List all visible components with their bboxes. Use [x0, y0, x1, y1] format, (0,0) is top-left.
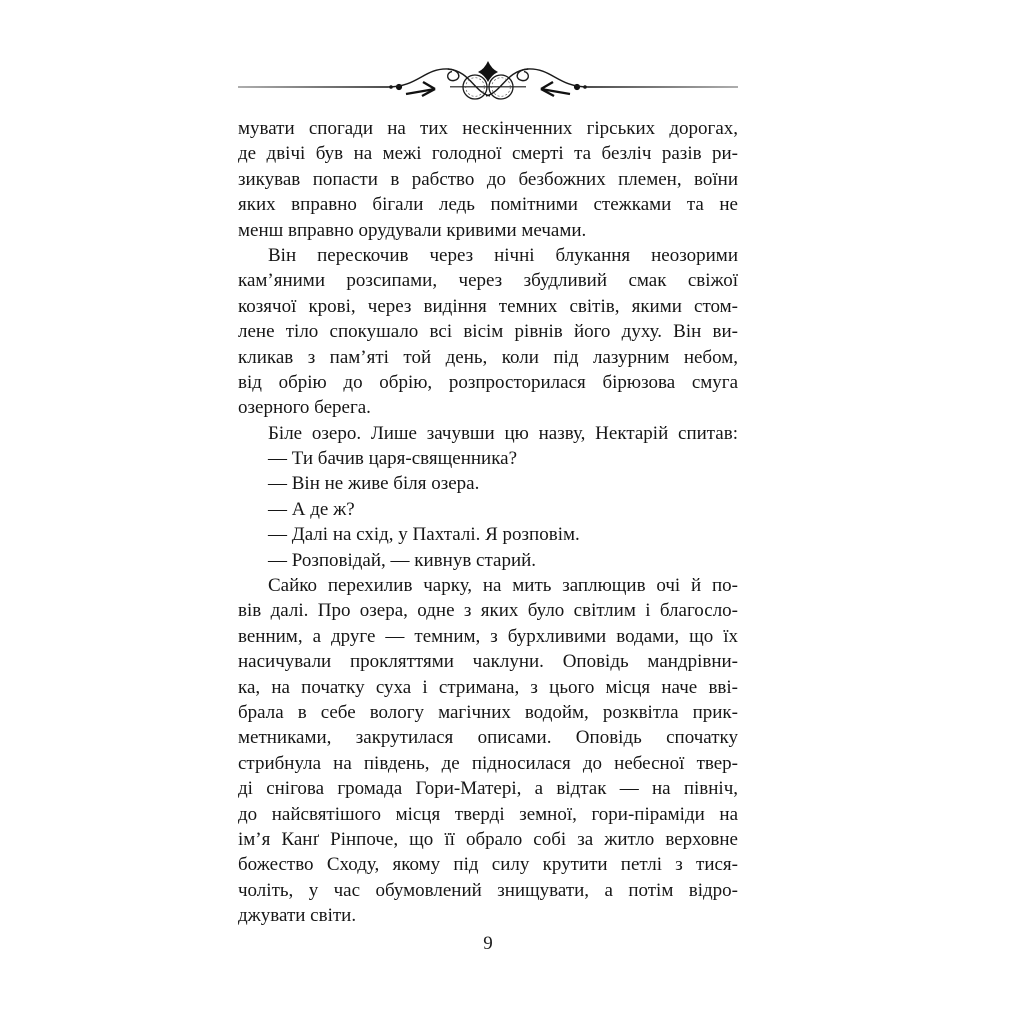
- text-line: мувати спогади на тих нескінченних гірських дорогах,: [238, 118, 738, 139]
- text-line: Сайко перехилив чарку, на мить заплющив очі й по-: [268, 575, 738, 597]
- text-line: ді снігова громада Гори-Матері, а відтак — на північ,: [238, 778, 738, 800]
- text-line: лене тіло спокушало всі вісім рівнів його духу. Він ви-: [238, 321, 738, 343]
- text-line: кликав з пам’яті той день, коли під лазурним небом,: [238, 346, 738, 368]
- dialogue-line: — Розповідай, — кивнув старий.: [268, 549, 537, 571]
- text-line: зикував попасти в рабство до безбожних племен, воїни: [238, 168, 738, 190]
- text-line: метниками, закрутилася описами. Оповідь спочатку: [238, 727, 738, 749]
- text-line: насичували прокляттями чаклуни. Оповідь мандрівни-: [238, 651, 738, 673]
- dialogue-line: — Далі на схід, у Пахталі. Я розповім.: [268, 524, 580, 546]
- text-line: ім’я Канґ Рінпоче, що її обрало собі за житло верховне: [238, 828, 738, 850]
- page-text-block: [238, 116, 738, 929]
- text-line: чоліть, у час обумовлений знищувати, а потім відро-: [238, 879, 738, 901]
- text-line: Біле озеро. Лише зачувши цю назву, Нектарій спитав:: [268, 422, 738, 444]
- text-line: від обрію до обрію, розпросторилася бірюзова смуга: [238, 371, 738, 393]
- dialogue-line: — Ти бачив царя-священника?: [268, 448, 518, 470]
- flourish-divider-icon: [238, 60, 738, 106]
- text-line: до найсвятішого місця тверді земної, гори-піраміди на: [238, 803, 738, 825]
- text-line: де двічі був на межі голодної смерті та безліч разів ри-: [238, 143, 738, 165]
- text-line: ка, на початку суха і стримана, з цього місця наче вві-: [238, 676, 738, 698]
- text-line: менш вправно орудували кривими мечами.: [238, 219, 587, 241]
- text-line: яких вправно бігали ледь помітними стежками та не: [238, 194, 738, 216]
- text-line: Він перескочив через нічні блукання неозорими: [268, 244, 738, 266]
- text-line: венним, а друге — темним, з бурхливими водами, що їх: [238, 625, 738, 647]
- text-line: джувати світи.: [238, 905, 357, 927]
- text-line: кам’яними розсипами, через збудливий смак свіжої: [238, 270, 738, 292]
- dialogue-line: — Він не живе біля озера.: [268, 473, 480, 495]
- dialogue-line: — А де ж?: [268, 498, 355, 520]
- text-line: козячої крові, через видіння темних світів, якими стом-: [238, 295, 738, 317]
- text-line: озерного берега.: [238, 397, 371, 419]
- text-line: брала в себе вологу магічних водойм, розквітла прик-: [238, 701, 738, 723]
- text-line: божество Сходу, якому під силу крутити петлі з тися-: [238, 854, 738, 876]
- text-line: стрибнула на південь, де підносилася до небесної твер-: [238, 752, 738, 774]
- text-line: вів далі. Про озера, одне з яких було світлим і благосло-: [238, 600, 738, 622]
- page-number: 9: [483, 933, 493, 954]
